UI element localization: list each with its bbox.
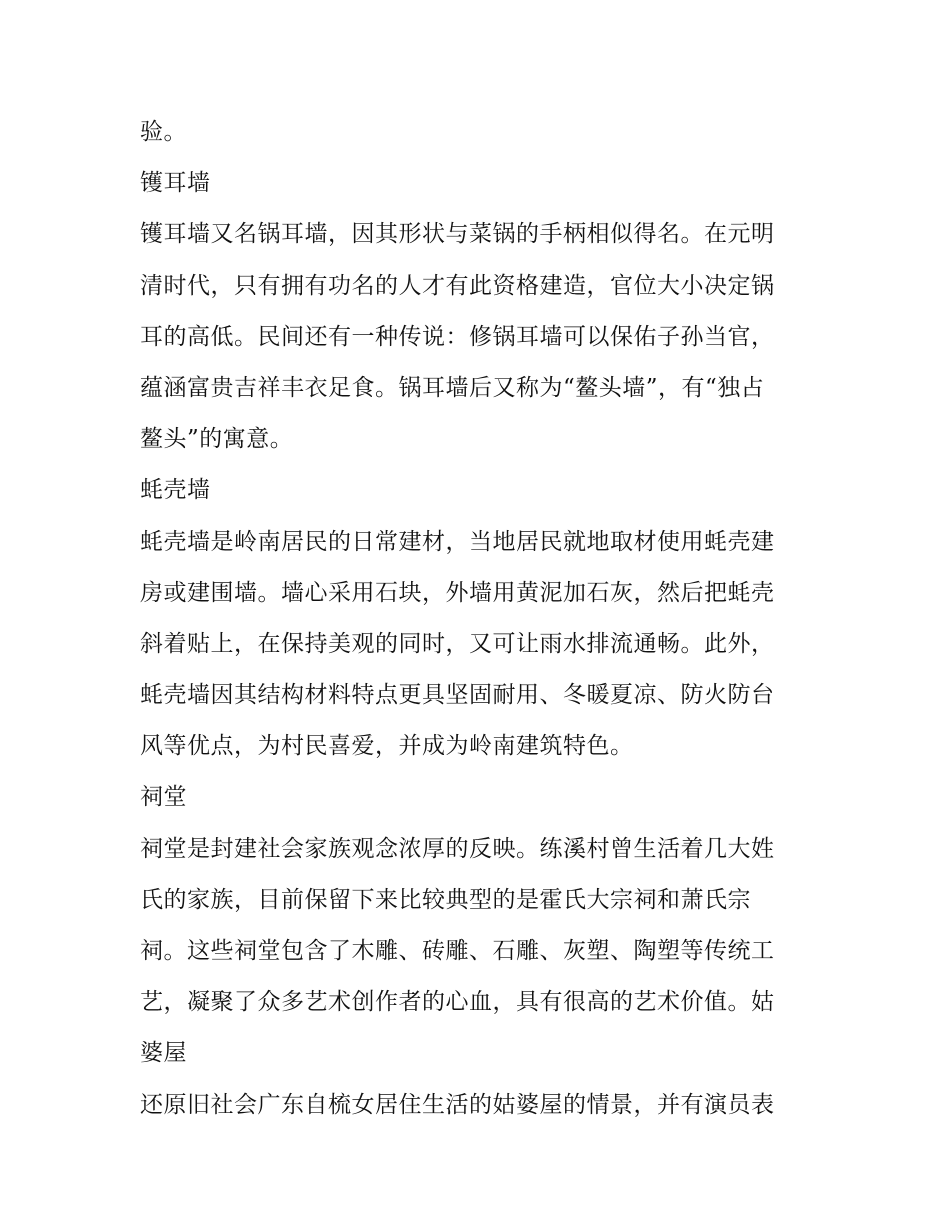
text-line: 艺，凝聚了众多艺术创作者的心血，具有很高的艺术价值。姑 [140,989,775,1016]
document-body [140,107,820,1131]
text-line: 祠堂是封建社会家族观念浓厚的反映。练溪村曾生活着几大姓 [140,835,775,862]
section-heading-ancestral-hall: 祠堂 [140,784,187,811]
text-line: 蕴涵富贵吉祥丰衣足食。锅耳墙后又称为“鳌头墙”，有“独占 [140,374,765,401]
text-line: 镬耳墙又名锅耳墙，因其形状与菜锅的手柄相似得名。在元明 [140,221,775,248]
text-line: 蚝壳墙因其结构材料特点更具坚固耐用、冬暖夏凉、防火防台 [140,682,775,709]
text-line: 蚝壳墙是岭南居民的日常建材，当地居民就地取材使用蚝壳建 [140,528,775,555]
text-line: 耳的高低。民间还有一种传说：修锅耳墙可以保佑子孙当官， [140,323,775,350]
text-line: 鳌头”的寓意。 [140,426,294,453]
text-line: 验。 [140,119,187,145]
text-line: 风等优点，为村民喜爱，并成为岭南建筑特色。 [140,733,634,760]
text-line: 清时代，只有拥有功名的人才有此资格建造，官位大小决定锅 [140,272,775,299]
text-line: 斜着贴上，在保持美观的同时，又可让雨水排流通畅。此外， [140,630,775,657]
section-heading-huoer-wall: 镬耳墙 [140,170,211,197]
section-heading-oyster-shell-wall: 蚝壳墙 [140,477,211,504]
text-line: 祠。这些祠堂包含了木雕、砖雕、石雕、灰塑、陶塑等传统工 [140,938,775,964]
text-line: 还原旧社会广东自梳女居住生活的姑婆屋的情景，并有演员表 [140,1091,775,1118]
text-line: 氏的家族，目前保留下来比较典型的是霍氏大宗祠和萧氏宗 [140,886,751,913]
section-heading-gupo-house: 婆屋 [140,1040,187,1067]
text-line: 房或建围墙。墙心采用石块，外墙用黄泥加石灰，然后把蚝壳 [140,579,775,606]
